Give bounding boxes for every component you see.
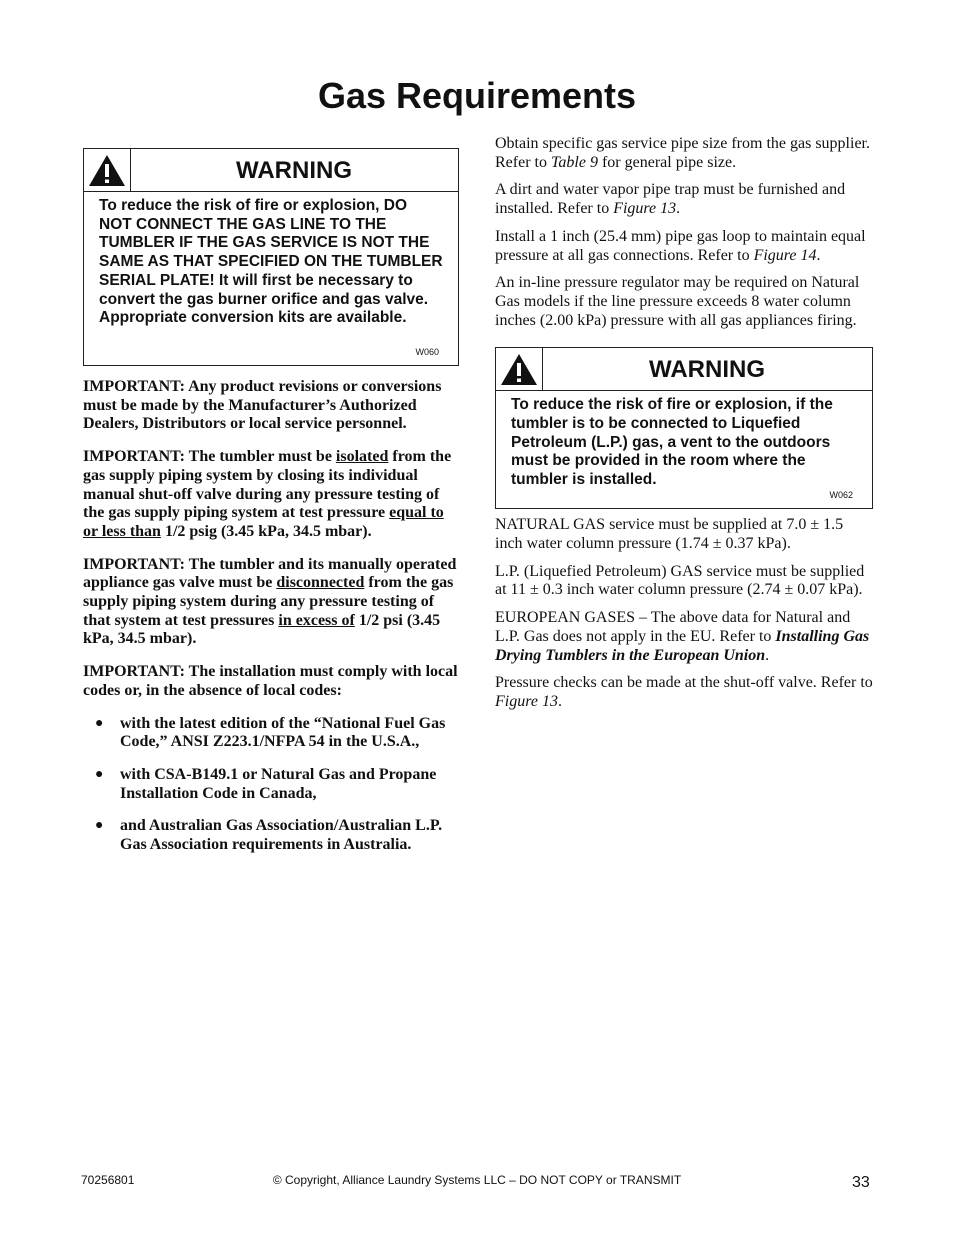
text-segment: . xyxy=(676,200,681,218)
figure-reference: Figure 13 xyxy=(613,200,677,218)
text-segment: 1/2 psig (3.45 kPa, 34.5 mbar). xyxy=(160,522,372,540)
warning-header xyxy=(496,348,872,391)
important-isolated xyxy=(83,448,459,542)
warning-text: To reduce the risk of fire or explosion, if the tumbler is to be connected to Liquefied Petroleum (L.P.) gas, a vent to the outdoors must be provided in the room where the tumbler is installed. xyxy=(511,396,833,489)
warning-text: To reduce the risk of fire or explosion, DO NOT CONNECT THE GAS LINE TO THE TUMBLER IF THE GAS SERVICE IS NOT THE SAME AS THAT SPECIFIED ON THE TUMBLER SERIAL PLATE! It will first be necessary to convert the gas burner orifice and gas valve. Appropriate conversion kits are available. xyxy=(99,197,443,327)
right-column xyxy=(495,135,873,712)
warning-icon-box xyxy=(84,149,131,191)
text-segment: Pressure checks can be made at the shut-off valve. Refer to xyxy=(495,674,873,692)
list-item xyxy=(83,715,459,752)
document-number: 70256801 xyxy=(81,1173,135,1187)
warning-triangle-icon xyxy=(88,154,126,187)
text-segment: IMPORTANT: The tumbler must be xyxy=(83,448,336,466)
important-disconnected xyxy=(83,556,459,650)
important-revisions: IMPORTANT: Any product revisions or conversions must be made by the Manufacturer’s Authorized Dealers, Distributors or local service personnel. xyxy=(83,378,442,433)
warning-code: W062 xyxy=(829,490,853,501)
page-number: 33 xyxy=(852,1174,870,1191)
text-segment: Obtain specific gas service pipe size from the gas supplier. Refer to xyxy=(495,135,870,171)
figure-reference: Figure 13 xyxy=(495,692,558,710)
important-local-codes: IMPORTANT: The installation must comply with local codes or, in the absence of local codes: xyxy=(83,663,458,699)
bullet-icon: ● xyxy=(95,818,104,834)
warning-header xyxy=(84,149,458,192)
left-column xyxy=(83,148,459,869)
important-notes xyxy=(83,378,459,855)
european-gases-paragraph xyxy=(495,609,873,665)
pipe-size-paragraph xyxy=(495,135,873,172)
figure-reference: Figure 14 xyxy=(753,246,817,264)
natural-gas-paragraph: NATURAL GAS service must be supplied at 7.0 ± 1.5 inch water column pressure (1.74 ± 0.37 kPa). xyxy=(495,516,844,553)
bullet-icon: ● xyxy=(95,766,104,782)
underlined-term: in excess of xyxy=(278,611,355,629)
warning-icon-box xyxy=(496,348,543,390)
list-item xyxy=(83,766,459,803)
regulator-paragraph: An in-line pressure regulator may be required on Natural Gas models if the line pressure exceeds 8 water column inches (2.00 kPa) pressure with all gas appliances firing. xyxy=(495,274,860,329)
text-segment: Install a 1 inch (25.4 mm) pipe gas loop to maintain equal pressure at all gas connections. Refer to xyxy=(495,227,866,264)
gas-supply-info xyxy=(495,135,873,330)
underlined-term: equal to or less than xyxy=(83,504,444,540)
pipe-trap-paragraph xyxy=(495,181,873,218)
underlined-term: disconnected xyxy=(276,574,365,592)
pipe-loop-paragraph xyxy=(495,228,873,265)
text-segment: A dirt and water vapor pipe trap must be furnished and installed. Refer to xyxy=(495,181,846,218)
text-segment: . xyxy=(765,646,770,664)
text-segment: . xyxy=(557,692,562,710)
copyright-notice: © Copyright, Alliance Laundry Systems LLC – DO NOT COPY or TRANSMIT xyxy=(272,1173,682,1187)
page-title: Gas Requirements xyxy=(317,75,637,116)
lp-gas-paragraph: L.P. (Liquefied Petroleum) GAS service must be supplied at 11 ± 0.3 inch water column pressure (2.74 ± 0.07 kPa). xyxy=(495,562,865,599)
warning-box-lp-vent xyxy=(495,347,873,509)
warning-heading: WARNING xyxy=(236,157,352,184)
code-list xyxy=(83,715,459,855)
text-segment: for general pipe size. xyxy=(597,153,737,171)
warning-code: W060 xyxy=(415,347,439,357)
gas-pressure-info xyxy=(495,516,873,711)
table-reference: Table 9 xyxy=(550,153,598,171)
text-segment: . xyxy=(816,246,821,264)
list-item-text: with CSA-B149.1 or Natural Gas and Propane Installation Code in Canada, xyxy=(120,765,437,802)
warning-box-fire-explosion xyxy=(83,148,459,366)
warning-triangle-icon xyxy=(500,353,538,386)
text-segment: 1/2 psi (3.45 kPa, 34.5 mbar). xyxy=(83,611,441,648)
manual-reference: Installing Gas Drying Tumblers in the European Union xyxy=(495,627,870,664)
list-item-text: and Australian Gas Association/Australian L.P. Gas Association requirements in Australia. xyxy=(120,817,443,854)
text-segment: from the gas supply piping system by closing its individual manual shut-off valve during any pressure testing of the gas supply piping system at test pressure xyxy=(83,448,452,522)
pressure-checks-paragraph xyxy=(495,674,873,711)
list-item-text: with the latest edition of the “National Fuel Gas Code,” ANSI Z223.1/NFPA 54 in the U.S.A., xyxy=(120,714,446,751)
text-segment: IMPORTANT: The tumbler and its manually operated appliance gas valve must be xyxy=(83,555,457,592)
text-segment: from the gas supply piping system during any pressure testing of that system at test pressures xyxy=(83,574,454,629)
warning-heading: WARNING xyxy=(649,356,765,384)
underlined-term: isolated xyxy=(335,448,389,466)
bullet-icon: ● xyxy=(95,715,104,731)
text-segment: EUROPEAN GASES – The above data for Natural and L.P. Gas does not apply in the EU. Refer to xyxy=(495,609,851,645)
list-item xyxy=(83,817,459,854)
